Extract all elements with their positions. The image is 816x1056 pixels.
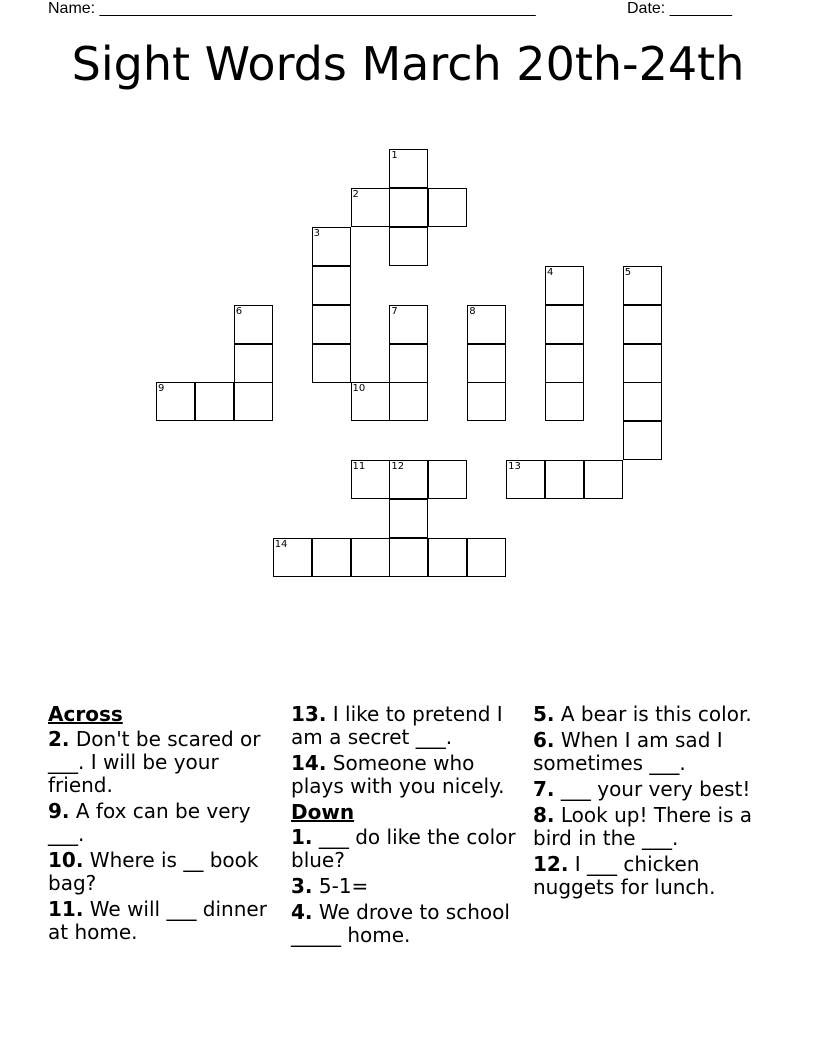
crossword-cell[interactable] — [623, 344, 662, 383]
clue-text: I like to pretend I am a secret ___. — [291, 702, 503, 749]
crossword-cell[interactable] — [467, 344, 506, 383]
cell-number: 7 — [391, 305, 398, 317]
crossword-cell[interactable] — [351, 460, 390, 499]
crossword-cell[interactable] — [234, 344, 273, 383]
date-field-label: Date: _______ — [627, 0, 732, 17]
clue-across-2 — [48, 728, 288, 797]
clue-down-4 — [291, 901, 531, 947]
clues-column-1 — [48, 703, 288, 947]
clue-text: Someone who plays with you nicely. — [291, 751, 505, 798]
clue-text: A bear is this color. — [560, 702, 752, 726]
crossword-cell[interactable] — [351, 382, 390, 421]
crossword-cell[interactable] — [351, 538, 390, 577]
clue-down-8 — [533, 804, 763, 850]
clue-number: 12. — [533, 852, 569, 876]
crossword-cell[interactable] — [428, 460, 467, 499]
clue-number: 13. — [291, 702, 327, 726]
cell-number: 9 — [158, 383, 165, 395]
crossword-cell[interactable] — [389, 382, 428, 421]
clue-down-6 — [533, 729, 763, 775]
clue-down-12 — [533, 853, 763, 899]
crossword-cell[interactable] — [467, 305, 506, 344]
clue-number: 14. — [291, 751, 327, 775]
clue-number: 1. — [291, 825, 313, 849]
clue-text: When I am sad I sometimes ___. — [533, 728, 723, 775]
crossword-cell[interactable] — [623, 305, 662, 344]
cell-number: 12 — [391, 461, 405, 473]
clue-text: ___ your very best! — [560, 777, 751, 801]
cell-number: 8 — [469, 305, 476, 317]
crossword-cell[interactable] — [584, 460, 623, 499]
clue-across-14 — [291, 752, 531, 798]
crossword-cell[interactable] — [545, 305, 584, 344]
crossword-cell[interactable] — [623, 421, 662, 460]
crossword-cell[interactable] — [389, 305, 428, 344]
crossword-cell[interactable] — [156, 382, 195, 421]
crossword-cell[interactable] — [312, 266, 351, 305]
clue-text: We drove to school _____ home. — [291, 900, 510, 947]
crossword-cell[interactable] — [273, 538, 312, 577]
crossword-cell[interactable] — [506, 460, 545, 499]
clue-number: 3. — [291, 874, 313, 898]
cell-number: 1 — [391, 150, 398, 161]
crossword-cell[interactable] — [312, 538, 351, 577]
crossword-cell[interactable] — [312, 227, 351, 266]
clues-column-2 — [291, 703, 531, 950]
crossword-cell[interactable] — [467, 538, 506, 577]
clue-down-5 — [533, 703, 763, 726]
crossword-cell[interactable] — [389, 188, 428, 227]
crossword-cell[interactable] — [195, 382, 234, 421]
clue-text: Don't be scared or ___. I will be your friend. — [48, 727, 261, 797]
crossword-cell[interactable] — [389, 227, 428, 266]
clue-down-7 — [533, 778, 763, 801]
crossword-cell[interactable] — [389, 538, 428, 577]
clue-number: 6. — [533, 728, 555, 752]
clue-text: 5-1= — [318, 874, 369, 898]
cell-number: 4 — [547, 266, 554, 278]
crossword-cell[interactable] — [428, 188, 467, 227]
crossword-cell[interactable] — [389, 499, 428, 538]
page-title: Sight Words March 20th-24th — [71, 37, 745, 91]
clue-text: We will ___ dinner at home. — [48, 897, 267, 944]
crossword-cell[interactable] — [389, 460, 428, 499]
clue-number: 10. — [48, 848, 84, 872]
clue-number: 4. — [291, 900, 313, 924]
across-heading: Across — [48, 702, 123, 726]
crossword-cell[interactable] — [623, 266, 662, 305]
clue-text: ___ do like the color blue? — [291, 825, 516, 872]
cell-number: 6 — [235, 305, 243, 317]
clue-number: 5. — [533, 702, 555, 726]
down-heading: Down — [291, 800, 355, 824]
cell-number: 2 — [352, 188, 359, 200]
cell-number: 11 — [352, 461, 366, 473]
crossword-cell[interactable] — [351, 188, 390, 227]
crossword-cell[interactable] — [623, 382, 662, 421]
crossword-cell[interactable] — [545, 344, 584, 383]
clue-number: 2. — [48, 727, 70, 751]
crossword-cell[interactable] — [467, 382, 506, 421]
clue-down-3 — [291, 875, 531, 898]
clue-down-1 — [291, 826, 531, 872]
crossword-cell[interactable] — [545, 460, 584, 499]
cell-number: 3 — [313, 227, 320, 239]
clue-number: 8. — [533, 803, 555, 827]
clues-column-3 — [533, 703, 763, 902]
clue-text: Look up! There is a bird in the ___. — [533, 803, 753, 850]
cell-number: 13 — [508, 461, 521, 473]
clue-number: 7. — [533, 777, 555, 801]
cell-number: 14 — [274, 539, 288, 550]
clue-text: Where is __ book bag? — [48, 848, 259, 895]
clue-number: 9. — [48, 799, 70, 823]
crossword-cell[interactable] — [545, 266, 584, 305]
crossword-cell[interactable] — [312, 344, 351, 383]
crossword-cell[interactable] — [389, 344, 428, 383]
clue-across-11 — [48, 898, 288, 944]
cell-number: 10 — [352, 383, 366, 395]
crossword-cell[interactable] — [545, 382, 584, 421]
clue-across-9 — [48, 800, 288, 846]
crossword-cell[interactable] — [312, 305, 351, 344]
name-field-label: Name: _________________________________________________ — [48, 0, 536, 17]
clue-text: I ___ chicken nuggets for lunch. — [533, 852, 716, 899]
clue-across-10 — [48, 849, 288, 895]
crossword-cell[interactable] — [234, 382, 273, 421]
crossword-cell[interactable] — [389, 149, 428, 188]
clue-text: A fox can be very ___. — [48, 799, 251, 846]
crossword-cell[interactable] — [234, 305, 273, 344]
clue-across-13 — [291, 703, 531, 749]
cell-number: 5 — [624, 266, 632, 278]
clue-number: 11. — [48, 897, 84, 921]
crossword-cell[interactable] — [428, 538, 467, 577]
